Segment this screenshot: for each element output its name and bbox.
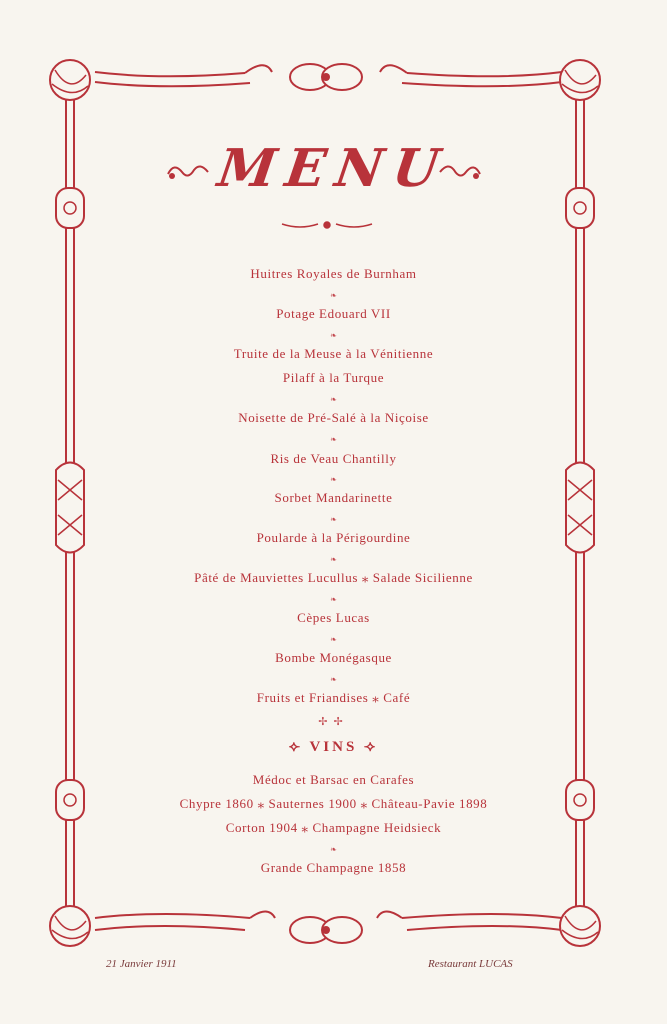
- course-item: Fruits et Friandises ⁎ Café: [256, 690, 411, 705]
- course-item: Bombe Monégasque: [275, 650, 392, 665]
- separator-icon: ❧: [330, 635, 337, 644]
- menu-date: 21 Janvier 1911: [106, 958, 177, 970]
- separator-icon: ❧: [330, 675, 337, 684]
- wines-heading: ⟣ VINS ⟢: [288, 739, 379, 755]
- course-item: Ris de Veau Chantilly: [270, 451, 397, 466]
- separator-icon: ❧: [330, 595, 337, 604]
- separator-icon: ❧: [330, 845, 337, 854]
- separator-icon: ❧: [330, 515, 337, 524]
- separator-icon: ✢✢: [318, 716, 349, 728]
- swirl-icon: ⟣: [288, 739, 310, 755]
- wine-item: Corton 1904 ⁎ Champagne Heidsieck: [225, 820, 442, 835]
- course-item: Cèpes Lucas: [297, 610, 370, 625]
- course-item: Pâté de Mauviettes Lucullus ⁎ Salade Sicilienne: [194, 570, 473, 585]
- restaurant-name: Restaurant LUCAS: [428, 958, 513, 970]
- separator-icon: ❧: [330, 395, 337, 404]
- separator-icon: ❧: [330, 475, 337, 484]
- swirl-icon: ⟢: [357, 739, 379, 755]
- separator-icon: ❧: [330, 555, 337, 564]
- separator-icon: ❧: [330, 435, 337, 444]
- wine-item: Grande Champagne 1858: [260, 860, 407, 875]
- course-item: Truite de la Meuse à la Vénitienne: [233, 346, 434, 361]
- wine-item: Chypre 1860 ⁎ Sauternes 1900 ⁎ Château-Pavie 1898: [179, 796, 488, 811]
- separator-icon: ❧: [330, 291, 337, 300]
- course-item: Sorbet Mandarinette: [274, 490, 393, 505]
- course-item: Pilaff à la Turque: [282, 370, 385, 385]
- course-item: Poularde à la Périgourdine: [256, 530, 411, 545]
- separator-icon: ❧: [330, 331, 337, 340]
- course-item: Huitres Royales de Burnham: [250, 266, 417, 281]
- menu-title: MENU: [214, 138, 453, 199]
- wine-item: Médoc et Barsac en Carafes: [252, 772, 415, 787]
- course-item: Potage Edouard VII: [276, 306, 391, 321]
- course-item: Noisette de Pré-Salé à la Niçoise: [238, 410, 429, 425]
